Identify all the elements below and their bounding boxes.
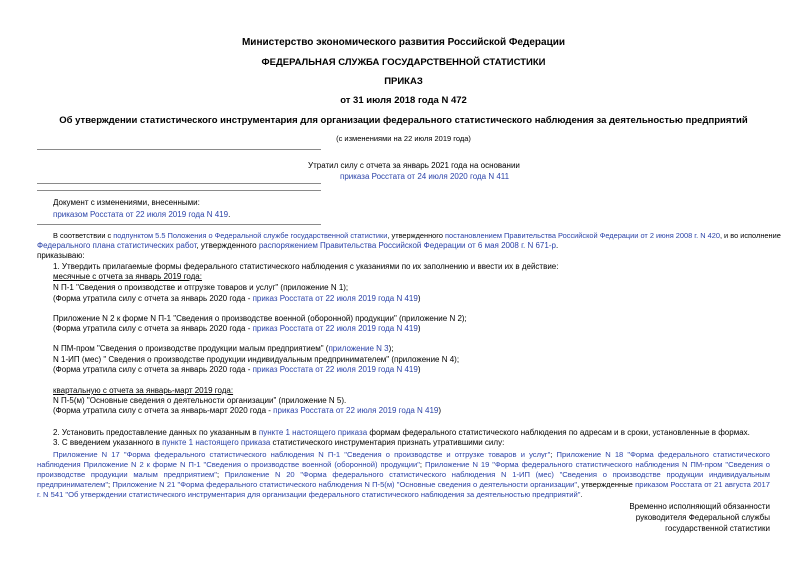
item1-reference-link[interactable]: пункте 1 настоящего приказа [258,428,368,437]
preamble-line-2 [37,241,558,251]
monthly-heading: месячные с отчета за январь 2019 года: [53,272,202,281]
text-span: ; [419,460,425,469]
signature-line-1: Временно исполняющий обязанности [629,502,770,511]
item3-intro [53,438,504,448]
text-span: N ПМ-пром "Сведения о производстве продукции малым предприятием" ( [53,344,329,353]
invalid-note-text: Утратил силу с отчета за январь 2021 года на основании [308,161,520,170]
text-span: (Форма утратила силу с отчета за январь-март 2020 года - [53,406,274,415]
amendment-link[interactable]: приказ Росстата от 22 июля 2019 года N 419 [252,365,418,374]
text-span: (Форма утратила силу с отчета за январь 2020 года - [53,365,253,374]
text-span: ) [438,406,442,415]
service-name: ФЕДЕРАЛЬНАЯ СЛУЖБА ГОСУДАРСТВЕННОЙ СТАТИСТИКИ [261,57,546,68]
repealed-appendix-17-link[interactable]: Приложение N 17 "Форма федерального статистического наблюдения N П-1 "Сведения о производстве и отгрузке товаров и услуг" [53,450,551,459]
document-title: Об утверждении статистического инструментария для организации федерального статистического наблюдения за деятельностью предприятий [59,115,748,126]
text-span: ) [417,324,421,333]
form-pm-prom [53,344,394,354]
ministry-name: Министерство экономического развития Российской Федерации [241,37,566,48]
form-p1-appendix2: Приложение N 2 к форме N П-1 "Сведения о производстве военной (оборонной) продукции" (приложение N 2); [53,314,467,323]
text-span: , утвержденные [577,480,636,489]
quarterly-heading: квартальную с отчета за январь-март 2019 года: [53,386,234,395]
changes-note-link[interactable]: приказом Росстата от 22 июля 2019 года N 419 [53,210,229,219]
repealed-appendix-19-link[interactable]: Приложение N 19 "Форма федерального статистического наблюдения N ПМ-пром "Сведения о производстве продукции малым предприятием" [37,460,770,479]
item1-reference-link[interactable]: пункте 1 настоящего приказа [162,438,271,447]
revision-note: (с изменениями на 22 июля 2019 года) [336,134,471,143]
changes-note-line [53,210,230,220]
text-span: (Форма утратила силу с отчета за январь 2020 года - [53,294,253,303]
divider [37,149,321,150]
form-p1-lost-note [53,294,421,304]
form-p1-appendix2-lost-note [53,324,421,334]
amendment-link[interactable]: приказ Росстата от 22 июля 2019 года N 419 [252,294,418,303]
text-span: ) [417,294,421,303]
text-span: , утвержденного [387,231,445,240]
repealed-appendix-20-link[interactable]: Приложение N 20 "Форма федерального статистического наблюдения N 1-ИП (мес) "Сведения о производстве продукции индивидуальным предпринимателем" [37,470,770,489]
text-span: , и во исполнение [719,231,781,240]
text-span: ); [388,344,394,353]
text-span: . [580,490,583,499]
form-p5m: N П-5(м) "Основные сведения о деятельности организации" (приложение N 5). [53,396,347,405]
form-1-ip-lost-note [53,365,421,375]
repealed-appendix-18-link[interactable]: Приложение N 18 "Форма федерального статистического наблюдения Приложение N 2 к форме N П-1 "Сведения о производстве военной (оборонной) продукции" [37,450,770,469]
order-link[interactable]: распоряжением Правительства Российской Федерации от 6 мая 2008 г. N 671-р [258,241,556,250]
text-span: , утвержденного [196,241,259,250]
repealed-list [37,450,770,500]
decree-link[interactable]: постановлением Правительства Российской Федерации от 2 июня 2008 г. N 420 [444,231,720,240]
text-span: 2. Установить предоставление данных по указанным в [53,428,259,437]
invalid-note-link[interactable]: приказа Росстата от 24 июля 2020 года N 411 [340,172,510,181]
text-span: формам федерального статистического наблюдения по адресам и в сроки, установленные в формах. [367,428,750,437]
signature-line-3: государственной статистики [665,524,770,533]
text-span: . [555,241,559,250]
appendix-3-link[interactable]: приложение N 3 [328,344,389,353]
preamble-line-1 [53,231,781,241]
divider [37,183,321,184]
form-1-ip: N 1-ИП (мес) " Сведения о производстве продукции индивидуальным предпринимателем" (приложение N 4); [53,355,460,364]
text-span: ) [417,365,421,374]
text-span: ; [108,480,113,489]
changes-note-text: Документ с изменениями, внесенными: [53,198,200,207]
text-span: (Форма утратила силу с отчета за январь 2020 года - [53,324,253,333]
plan-link[interactable]: Федерального плана статистических работ [37,241,197,250]
amendment-link[interactable]: приказ Росстата от 22 июля 2019 года N 419 [252,324,418,333]
item2 [53,428,750,438]
text-span: ; [216,470,225,479]
text-span: В соответствии с [53,231,114,240]
divider [37,224,321,225]
form-p5m-lost-note [53,406,441,416]
document-type: ПРИКАЗ [384,76,423,87]
text-span: статистического инструментария признать утратившими силу: [270,438,505,447]
text-span: ; [550,450,557,459]
item1-intro: 1. Утвердить прилагаемые формы федерального статистического наблюдения с указаниями по их заполнению и ввести их в действие: [53,262,559,271]
repealing-order-link[interactable]: приказом Росстата от 21 августа 2017 г. N 541 "Об утверждении статистического инструментария для организации федерального статистического наблюдения за деятельностью предприятий" [37,480,770,499]
document-date-number: от 31 июля 2018 года N 472 [340,95,467,106]
text-span: 3. С введением указанного в [53,438,163,447]
amendment-link[interactable]: приказ Росстата от 22 июля 2019 года N 419 [273,406,439,415]
form-p1: N П-1 "Сведения о производстве и отгрузке товаров и услуг" (приложение N 1); [53,283,349,292]
preamble-order-word: приказываю: [37,251,85,260]
divider [37,190,321,191]
repealed-appendix-21-link[interactable]: Приложение N 21 "Форма федерального статистического наблюдения N П-5(м) "Основные сведения о деятельности организации" [112,480,578,489]
signature-line-2: руководителя Федеральной службы [635,513,770,522]
changes-note-tail: . [228,210,231,219]
statute-link[interactable]: подпунктом 5.5 Положения о Федеральной службе государственной статистики [113,231,388,240]
